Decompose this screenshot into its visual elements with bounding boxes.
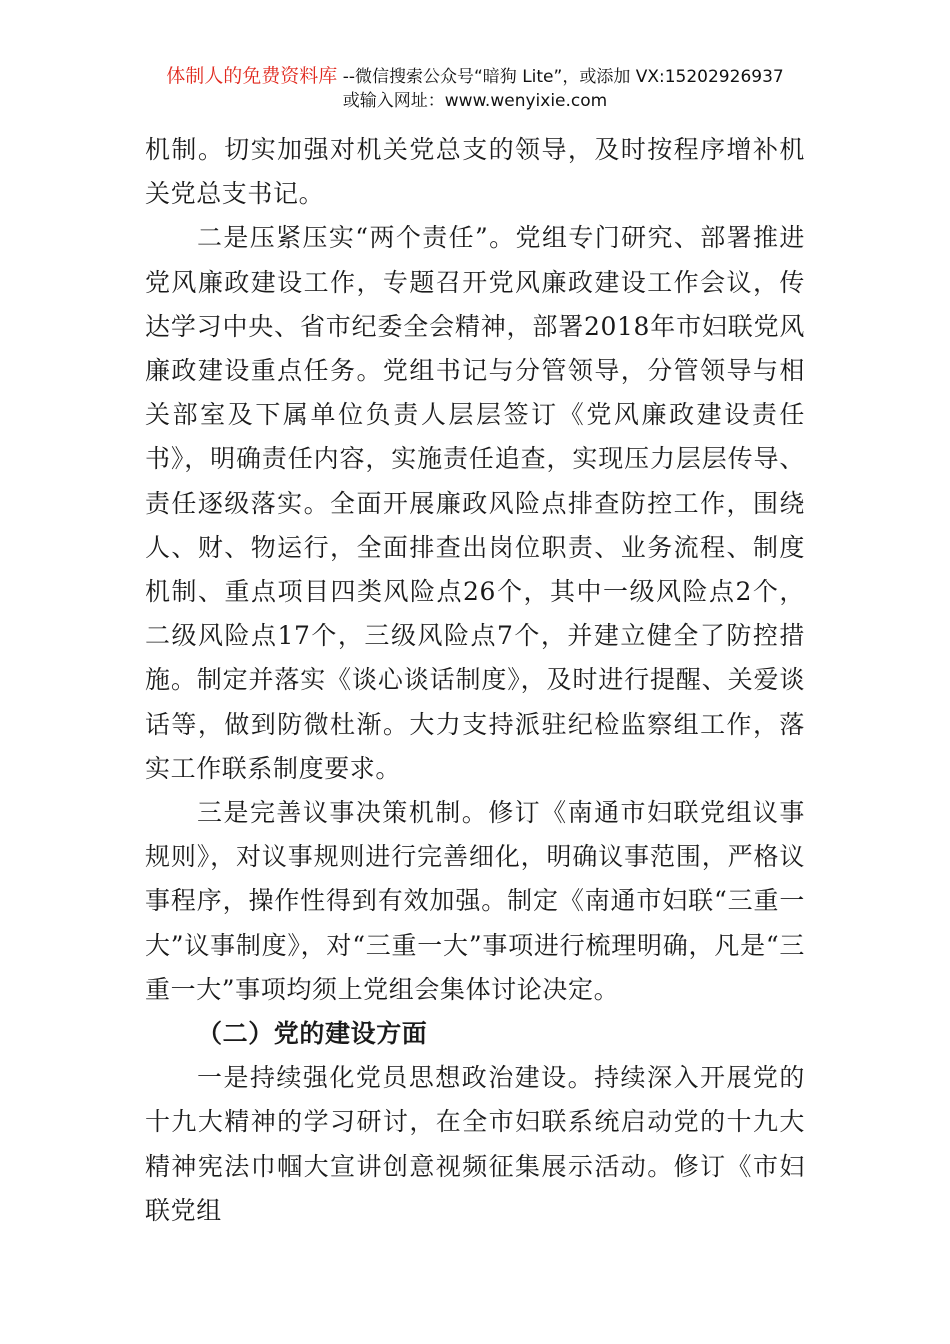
document-body [145,128,805,1233]
page-header [0,64,950,113]
header-website: 或输入网址：www.wenyixie.com [342,91,608,111]
paragraph-ideological-building: 一是持续强化党员思想政治建设。持续深入开展党的十九大精神的学习研讨，在全市妇联系统启动党的十九大精神宪法巾帼大宣讲创意视频征集展示活动。修订《市妇联党组 [145,1063,805,1225]
paragraph-decision-mechanism: 三是完善议事决策机制。修订《南通市妇联党组议事规则》，对议事规则进行完善细化，明确议事范围，严格议事程序，操作性得到有效加强。制定《南通市妇联“三重一大”议事制度》，对“三重一大”事项进行梳理明确，凡是“三重一大”事项均须上党组会集体讨论决定。 [145,798,805,1004]
header-wechat-note: --微信搜索公众号“暗狗 Lite”，或添加 VX:15202926937 [337,67,784,87]
header-line-1 [0,64,950,89]
section-heading-party-building: （二）党的建设方面 [197,1019,428,1049]
paragraph-two-responsibilities: 二是压紧压实“两个责任”。党组专门研究、部署推进党风廉政建设工作，专题召开党风廉政建设工作会议，传达学习中央、省市纪委全会精神，部署2018年市妇联党风廉政建设重点任务。党组书记与分管领导，分管领导与相关部室及下属单位负责人层层签订《党风廉政建设责任书》，明确责任内容，实施责任追查，实现压力层层传导、责任逐级落实。全面开展廉政风险点排查防控工作，围绕人、财、物运行，全面排查出岗位职责、业务流程、制度机制、重点项目四类风险点26个，其中一级风险点2个，二级风险点17个，三级风险点7个，并建立健全了防控措施。制定并落实《谈心谈话制度》，及时进行提醒、关爱谈话等，做到防微杜渐。大力支持派驻纪检监察组工作，落实工作联系制度要求。 [145,223,805,783]
header-brand: 体制人的免费资料库 [166,65,338,87]
paragraph-continuation: 机制。切实加强对机关党总支的领导，及时按程序增补机关党总支书记。 [145,135,805,209]
